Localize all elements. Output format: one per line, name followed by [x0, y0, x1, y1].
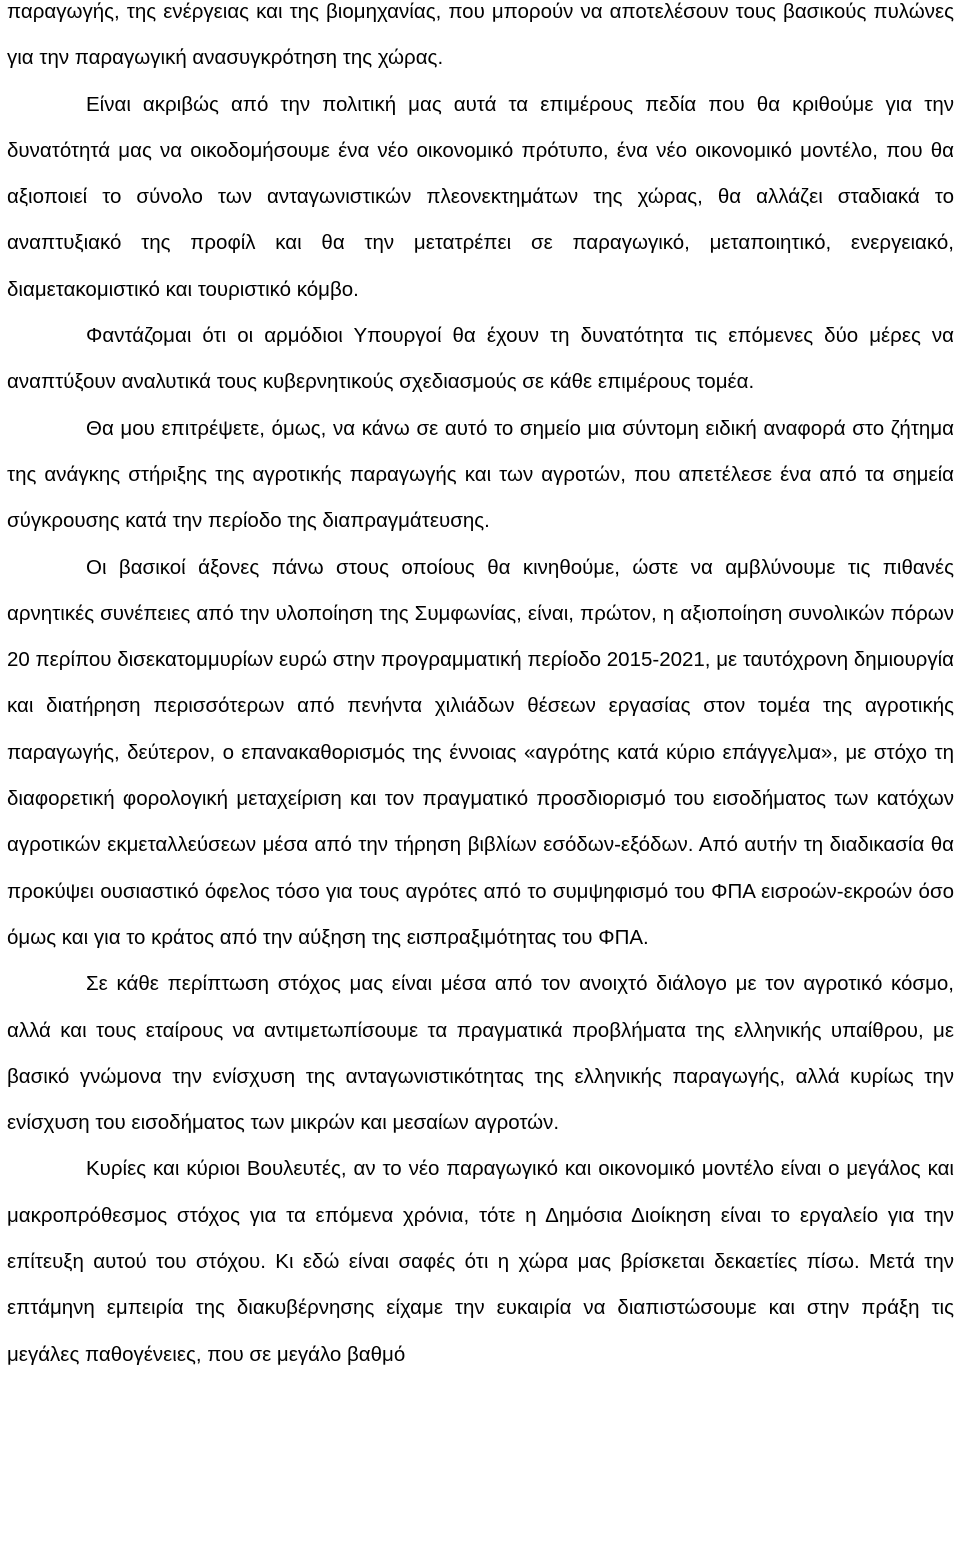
paragraph-5: Οι βασικοί άξονες πάνω στους οποίους θα κινηθούμε, ώστε να αμβλύνουμε τις πιθανές αρνητικές συνέπειες από την υλοποίηση της Συμφωνίας, είναι, πρώτον, η αξιοποίηση συνολικών πόρων 20 περίπου δισεκατομμυρίων ευρώ στην προγραμματική περίοδο 2015-2021, με ταυτόχρονη δημιουργία και διατήρηση περισσότερων από πενήντα χιλιάδων θέσεων εργασίας στον τομέα της αγροτικής παραγωγής, δεύτερον, ο επανακαθορισμός της έννοιας «αγρότης κατά κύριο επάγγελμα», με στόχο τη διαφορετική φορολογική μεταχείριση και τον πραγματικό προσδιορισμό του εισοδήματος των κατόχων αγροτικών εκμεταλλεύσεων μέσα από την τήρηση βιβλίων εσόδων-εξόδων. Από αυτήν τη διαδικασία θα προκύψει ουσιαστικό όφελος τόσο για τους αγρότες από το συμψηφισμό του ΦΠΑ εισροών-εκροών όσο όμως και για το κράτος από την αύξηση της εισπραξιμότητας του ΦΠΑ. — [7, 555, 954, 949]
paragraph-1: παραγωγής, της ενέργειας και της βιομηχανίας, που μπορούν να αποτελέσουν τους βασικούς πυλώνες για την παραγωγική ανασυγκρότηση της χώρας. — [7, 0, 954, 70]
paragraph-3: Φαντάζομαι ότι οι αρμόδιοι Υπουργοί θα έχουν τη δυνατότητα τις επόμενες δύο μέρες να αναπτύξουν αναλυτικά τους κυβερνητικούς σχεδιασμούς σε κάθε επιμέρους τομέα. — [7, 324, 954, 394]
document-page — [7, 0, 954, 1554]
paragraph-2: Είναι ακριβώς από την πολιτική μας αυτά τα επιμέρους πεδία που θα κριθούμε για την δυνατότητά μας να οικοδομήσουμε ένα νέο οικονομικό πρότυπο, ένα νέο οικονομικό μοντέλο, που θα αξιοποιεί το σύνολο των ανταγωνιστικών πλεονεκτημάτων της χώρας, θα αλλάζει σταδιακά το αναπτυξιακό της προφίλ και θα την μετατρέπει σε παραγωγικό, μεταποιητικό, ενεργειακό, διαμετακομιστικό και τουριστικό κόμβο. — [7, 92, 954, 301]
paragraph-7: Κυρίες και κύριοι Βουλευτές, αν το νέο παραγωγικό και οικονομικό μοντέλο είναι ο μεγάλος και μακροπρόθεσμος στόχος για τα επόμενα χρόνια, τότε η Δημόσια Διοίκηση είναι το εργαλείο για την επίτευξη αυτού του στόχου. Κι εδώ είναι σαφές ότι η χώρα μας βρίσκεται δεκαετίες πίσω. Μετά την επτάμηνη εμπειρία της διακυβέρνησης είχαμε την ευκαιρία να διαπιστώσουμε και στην πράξη τις μεγάλες παθογένειες, που σε μεγάλο βαθμό — [7, 1157, 954, 1366]
paragraph-4: Θα μου επιτρέψετε, όμως, να κάνω σε αυτό το σημείο μια σύντομη ειδική αναφορά στο ζήτημα της ανάγκης στήριξης της αγροτικής παραγωγής και των αγροτών, που απετέλεσε ένα από τα σημεία σύγκρουσης κατά την περίοδο της διαπραγμάτευσης. — [7, 416, 954, 533]
paragraph-6: Σε κάθε περίπτωση στόχος μας είναι μέσα από τον ανοιχτό διάλογο με τον αγροτικό κόσμο, αλλά και τους εταίρους να αντιμετωπίσουμε τα πραγματικά προβλήματα της ελληνικής υπαίθρου, με βασικό γνώμονα την ενίσχυση της ανταγωνιστικότητας της ελληνικής παραγωγής, αλλά κυρίως την ενίσχυση του εισοδήματος των μικρών και μεσαίων αγροτών. — [7, 972, 954, 1135]
